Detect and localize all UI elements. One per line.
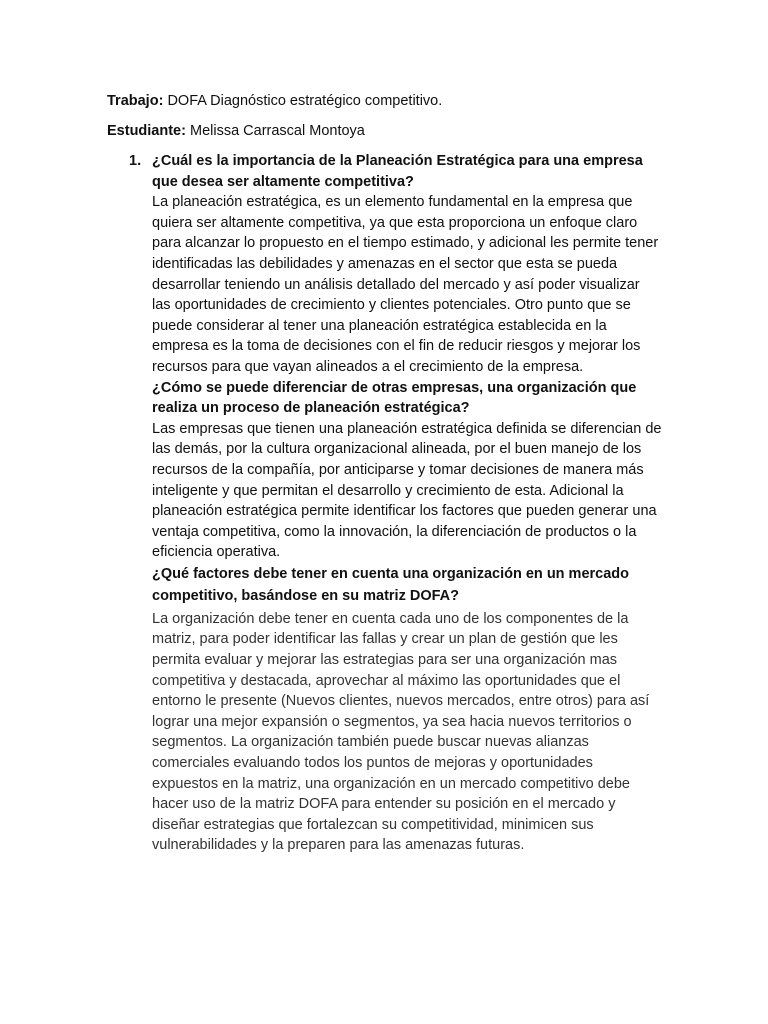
question-3-line-1: ¿Qué factores debe tener en cuenta una organización en un mercado bbox=[152, 565, 629, 582]
answer-3: La organización debe tener en cuenta cada uno de los componentes de la matriz, para poder identificar las fallas y crear un plan de gestión que les permita evaluar y mejorar las estrategias para ser una organización mas competitiva y destacada, aprovechar al máximo las oportunidades que el entorno le presente (Nuevos clientes, nuevos mercados, entre otros) para así lograr una mejor expansión o segmentos, ya sea hacia nuevos territorios o segmentos. La organización también puede buscar nuevas alianzas comerciales evaluando todos los puntos de mejoras y oportunidades expuestos en la matriz, una organización en un mercado competitivo debe hacer uso de la matriz DOFA para entender su posición en el mercado y diseñar estrategias que fortalezcan su competitividad, minimicen sus vulnerabilidades y la preparen para las amenazas futuras. bbox=[152, 610, 650, 854]
question-block-3 bbox=[152, 563, 662, 856]
list-number: 1. bbox=[129, 153, 142, 169]
estudiante-value: Melissa Carrascal Montoya bbox=[189, 123, 365, 139]
estudiante-label: Estudiante: bbox=[107, 123, 186, 139]
trabajo-line bbox=[107, 91, 442, 111]
estudiante-line bbox=[107, 121, 365, 141]
question-block-2 bbox=[152, 378, 662, 563]
question-block-1 bbox=[152, 151, 662, 378]
question-2: ¿Cómo se puede diferenciar de otras empresas, una organización que realiza un proceso de planeación estratégica? bbox=[152, 379, 637, 417]
question-3-line-2: competitivo, basándose en su matriz DOFA? bbox=[152, 587, 459, 604]
question-3 bbox=[152, 563, 662, 607]
trabajo-value: DOFA Diagnóstico estratégico competitivo. bbox=[167, 93, 443, 109]
answer-1: La planeación estratégica, es un elemento fundamental en la empresa que quiera ser altamente competitiva, ya que esta proporciona un enfoque claro para alcanzar lo propuesto en el tiempo estimado, y adicional les permite tener identificadas las debilidades y amenazas en el sector que esta se pueda desarrollar teniendo un análisis detallado del mercado y así poder visualizar las oportunidades de crecimiento y clientes potenciales. Otro punto que se puede considerar al tener una planeación estratégica establecida en la empresa es la toma de decisiones con el fin de reducir riesgos y mejorar los recursos para que vayan alineados a el crecimiento de la empresa. bbox=[152, 194, 659, 375]
question-1: ¿Cuál es la importancia de la Planeación Estratégica para una empresa que desea ser altamente competitiva? bbox=[152, 153, 643, 190]
question-list bbox=[129, 151, 669, 856]
trabajo-label: Trabajo: bbox=[107, 93, 164, 109]
answer-2: Las empresas que tienen una planeación estratégica definida se diferencian de las demás, por la cultura organizacional alineada, por el buen manejo de los recursos de la compañía, por anticiparse y tomar decisiones de manera más inteligente y que permitan el desarrollo y crecimiento de esta. Adicional la planeación estratégica permite identificar los factores que pueden generar una ventaja competitiva, como la innovación, la diferenciación de productos o la eficiencia operativa. bbox=[152, 420, 662, 561]
